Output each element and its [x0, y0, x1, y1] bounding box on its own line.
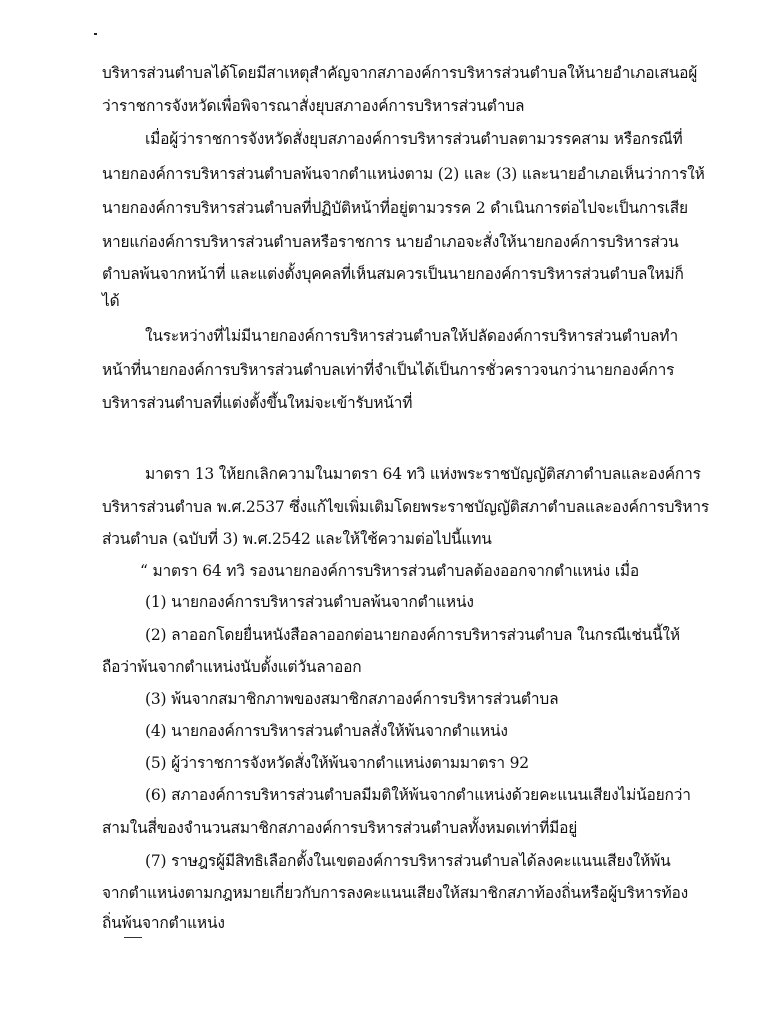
text-line: ว่าราชการจังหวัดเพื่อพิจารณาสั่งยุบสภาองค์การบริหารส่วนตำบล [102, 97, 525, 115]
text-line: บริหารส่วนตำบล พ.ศ.2537 ซึ่งแก้ไขเพิ่มเติมโดยพระราชบัญญัติสภาตำบลและองค์การบริหาร [102, 498, 710, 516]
text-line: (6) สภาองค์การบริหารส่วนตำบลมีมติให้พ้นจากตำแหน่งด้วยคะแนนเสียงไม่น้อยกว่า [145, 786, 691, 804]
text-line: มาตรา 13 ให้ยกเลิกความในมาตรา 64 ทวิ แห่งพระราชบัญญัติสภาตำบลและองค์การ [145, 465, 701, 483]
text-line: เมื่อผู้ว่าราชการจังหวัดสั่งยุบสภาองค์การบริหารส่วนตำบลตามวรรคสาม หรือกรณีที่ [145, 130, 683, 148]
scan-speck [94, 33, 97, 35]
text-line: นายกองค์การบริหารส่วนตำบลที่ปฏิบัติหน้าที่อยู่ตามวรรค 2 ดำเนินการต่อไปจะเป็นการเสีย [102, 199, 688, 217]
underline-mark [124, 937, 142, 938]
text-line: บริหารส่วนตำบลที่แต่งตั้งขึ้นใหม่จะเข้ารับหน้าที่ [102, 394, 413, 412]
text-line: หายแก่องค์การบริหารส่วนตำบลหรือราชการ นายอำเภอจะสั่งให้นายกองค์การบริหารส่วน [102, 233, 679, 251]
text-line: ตำบลพ้นจากหน้าที่ และแต่งตั้งบุคคลที่เห็นสมควรเป็นนายกองค์การบริหารส่วนตำบลใหม่ก็ [102, 265, 684, 283]
text-line: ถือว่าพ้นจากตำแหน่งนับตั้งแต่วันลาออก [102, 658, 362, 676]
text-line: (4) นายกองค์การบริหารส่วนตำบลสั่งให้พ้นจากตำแหน่ง [145, 722, 508, 740]
text-line: (7) ราษฎรผู้มีสิทธิเลือกตั้งในเขตองค์การบริหารส่วนตำบลได้ลงคะแนนเสียงให้พ้น [145, 852, 671, 870]
text-line: หน้าที่นายกองค์การบริหารส่วนตำบลเท่าที่จำเป็นได้เป็นการชั่วคราวจนกว่านายกองค์การ [102, 361, 675, 379]
text-line: (5) ผู้ว่าราชการจังหวัดสั่งให้พ้นจากตำแหน่งตามมาตรา 92 [145, 754, 529, 772]
text-line: นายกองค์การบริหารส่วนตำบลพ้นจากตำแหน่งตาม (2) และ (3) และนายอำเภอเห็นว่าการให้ [102, 165, 705, 183]
text-line: ถิ่นพ้นจากตำแหน่ง [102, 914, 225, 932]
text-line: ส่วนตำบล (ฉบับที่ 3) พ.ศ.2542 และให้ใช้ความต่อไปนี้แทน [102, 530, 492, 548]
text-line: (1) นายกองค์การบริหารส่วนตำบลพ้นจากตำแหน่ง [145, 593, 474, 611]
text-line: “ มาตรา 64 ทวิ รองนายกองค์การบริหารส่วนตำบลต้องออกจากตำแหน่ง เมื่อ [140, 562, 640, 580]
text-line: (2) ลาออกโดยยื่นหนังสือลาออกต่อนายกองค์การบริหารส่วนตำบล ในกรณีเช่นนี้ให้ [145, 626, 680, 644]
text-line: ได้ [102, 292, 120, 310]
text-line: ในระหว่างที่ไม่มีนายกองค์การบริหารส่วนตำบลให้ปลัดองค์การบริหารส่วนตำบลทำ [145, 327, 679, 345]
text-line: (3) พ้นจากสมาชิกภาพของสมาชิกสภาองค์การบริหารส่วนตำบล [145, 690, 559, 708]
text-line: จากตำแหน่งตามกฎหมายเกี่ยวกับการลงคะแนนเสียงให้สมาชิกสภาท้องถิ่นหรือผู้บริหารท้อง [102, 884, 688, 902]
text-line: สามในสี่ของจำนวนสมาชิกสภาองค์การบริหารส่วนตำบลทั้งหมดเท่าที่มีอยู่ [102, 819, 578, 837]
text-line: บริหารส่วนตำบลได้โดยมีสาเหตุสำคัญจากสภาองค์การบริหารส่วนตำบลให้นายอำเภอเสนอผู้ [102, 64, 698, 82]
